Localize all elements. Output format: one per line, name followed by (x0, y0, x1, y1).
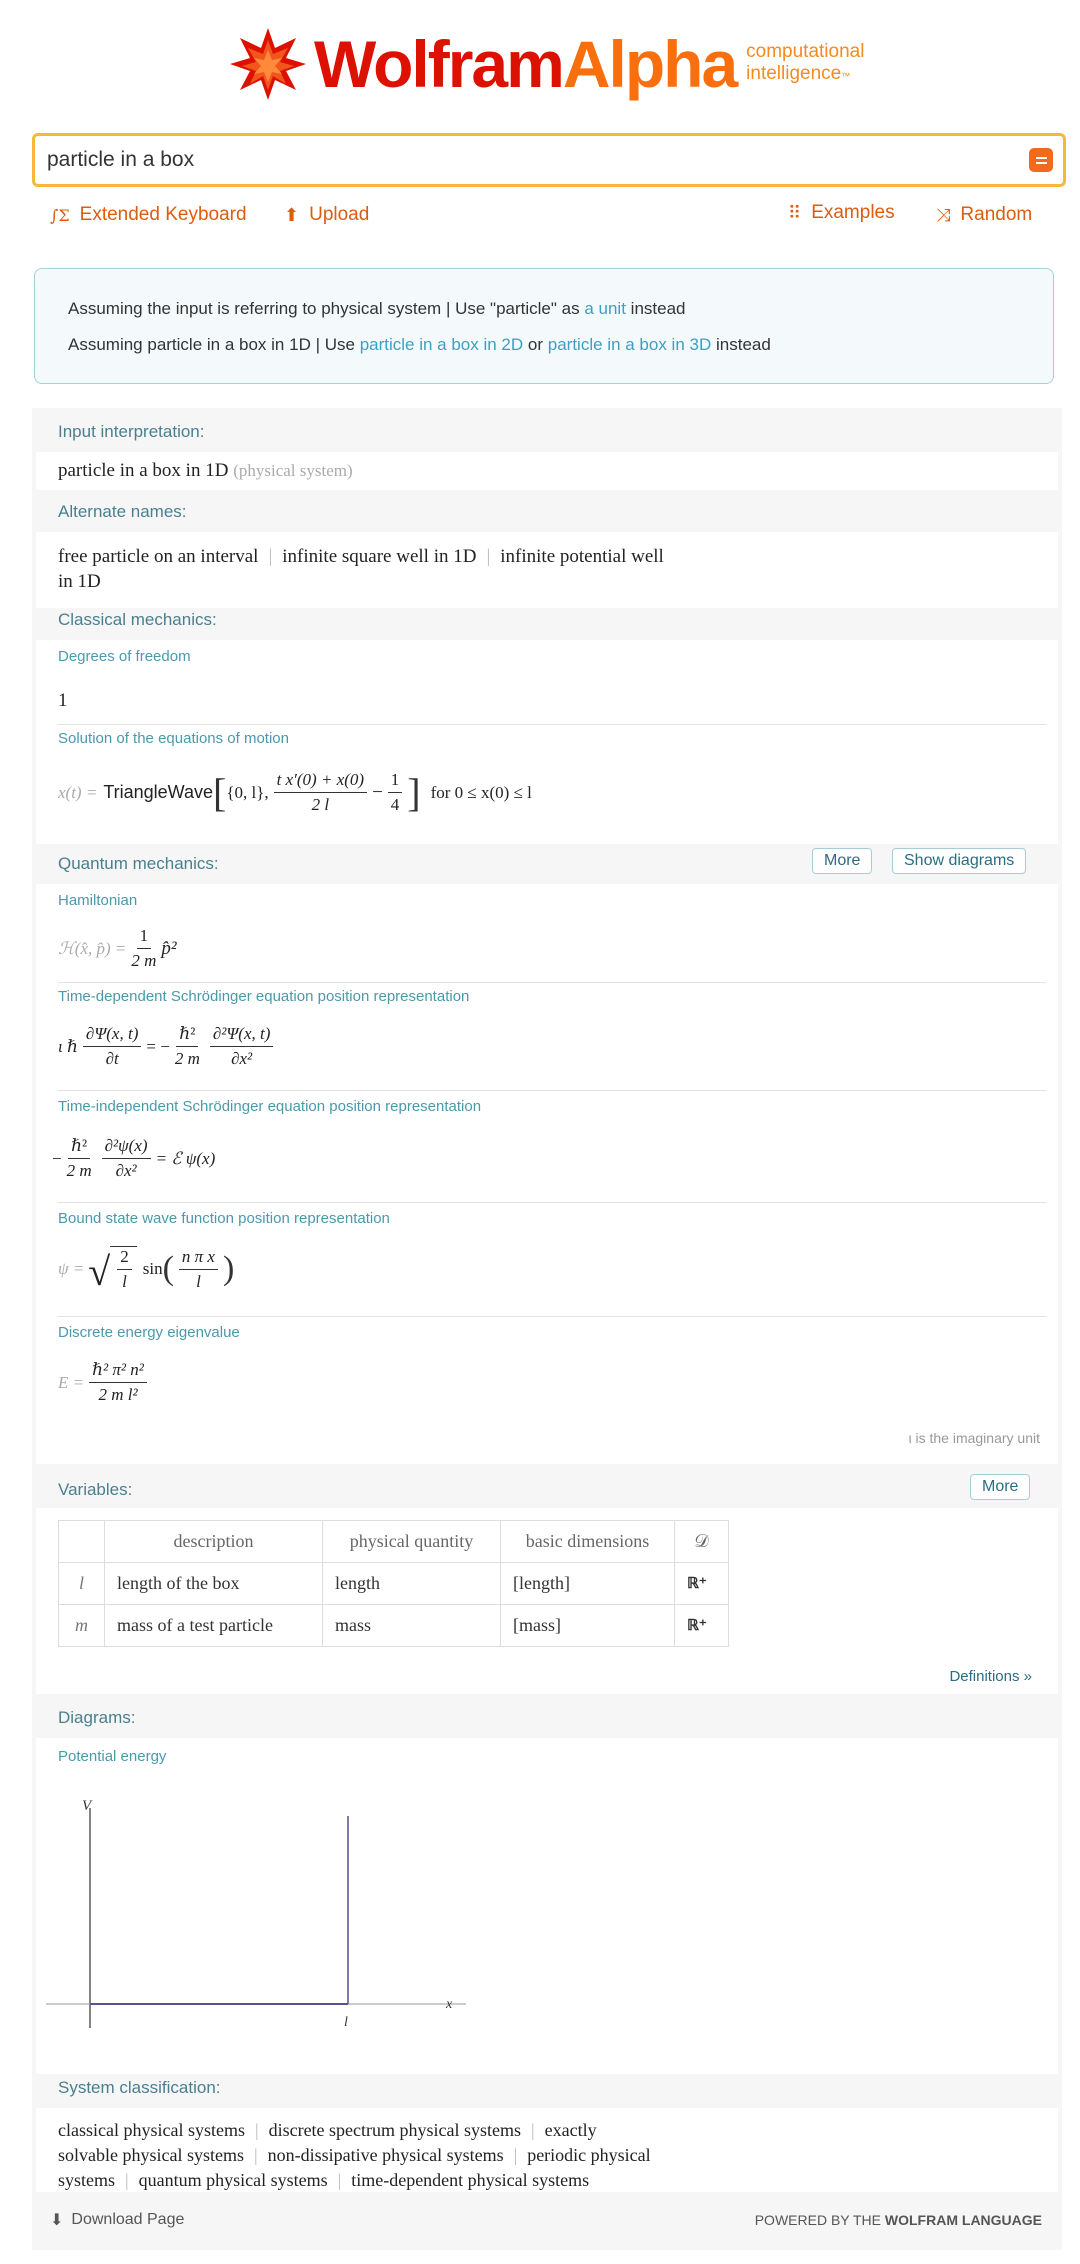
brand-tagline: computational intelligence™ (746, 41, 865, 84)
l-tick-label: l (344, 2015, 348, 2030)
wolfram-star-icon (228, 24, 308, 104)
variables-more-button[interactable]: More (970, 1474, 1030, 1500)
classification-title: System classification: (58, 2078, 221, 2097)
hamiltonian-title: Hamiltonian (58, 892, 138, 909)
brand-name: WolframAlpha (314, 27, 737, 101)
degrees-of-freedom-title: Degrees of freedom (58, 648, 191, 665)
assumption-line-1: Assuming the input is referring to physical system | Use "particle" as a unit instead (68, 299, 686, 318)
classical-mechanics-title: Classical mechanics: (58, 610, 217, 629)
x-axis-label: x (446, 1997, 453, 2012)
grid-icon: ⠿ (788, 202, 802, 223)
hamiltonian-formula: ℋ(x̂, p̂) = $\frac{1}{2 m}$ p̂² (58, 926, 177, 970)
table-cell: mass of a test particle (105, 1605, 323, 1647)
table-cell: length (323, 1563, 501, 1605)
search-submit-button[interactable] (1029, 148, 1053, 172)
examples-button[interactable]: ⠿ Examples (788, 202, 895, 223)
download-icon: ⬇ (50, 2212, 64, 2229)
input-interpretation-pod (36, 452, 1058, 490)
wave-function-title: Bound state wave function position representation (58, 1210, 390, 1227)
wolfram-alpha-logo[interactable] (228, 24, 864, 104)
divider (58, 1090, 1046, 1091)
quantum-mechanics-title: Quantum mechanics: (58, 854, 219, 873)
variables-pod (36, 1508, 1058, 1694)
quantum-mechanics-pod (36, 884, 1058, 1464)
degrees-of-freedom-value: 1 (58, 690, 68, 711)
alternate-names-title: Alternate names: (58, 502, 187, 521)
upload-icon: ⬆ (284, 204, 300, 225)
wave-function-formula: ψ = √ $\frac{2}{l}$ sin ( $\frac{\text{n π x}}{l}$ ) (58, 1246, 235, 1294)
table-row (59, 1605, 729, 1647)
energy-eigenvalue-formula: E = $\frac{\text{ℏ² π² n²}}{\text{2 m l²}}$ (58, 1360, 152, 1405)
input-interpretation-title: Input interpretation: (58, 422, 205, 441)
solution-formula: x(t) = TriangleWave [ {0, l}, $\frac{\text{t x′(0) + x(0)}}{2 l}$ − $\frac{1}{4}$ ] for 0 ≤ x(0) ≤ l (58, 769, 532, 815)
divider (58, 1316, 1046, 1317)
tise-title: Time-independent Schrödinger equation position representation (58, 1098, 482, 1115)
quantum-more-button[interactable]: More (812, 848, 872, 874)
tdse-formula: ι ℏ $\frac{\partial\Psi(x, t)}{\partial t}$ = − $\frac{\text{ℏ²}}{2 m}$ $\frac{\text{∂²Ψ(x, t)}}{\text{∂x²}}$ (58, 1024, 278, 1069)
table-cell: length of the box (105, 1563, 323, 1605)
table-row (59, 1563, 729, 1605)
classification-list: classical physical systems | discrete spectrum physical systems | exactly solvable physical systems | non-dissipative physical systems | periodic physical systems | quantum physical systems | time-dependent physical systems (58, 2120, 651, 2190)
diagrams-pod (36, 1738, 1058, 2074)
header-cell (59, 1521, 105, 1563)
header-cell: physical quantity (323, 1521, 501, 1563)
box-2d-link[interactable]: particle in a box in 2D (359, 335, 524, 354)
imaginary-unit-footnote: ι is the imaginary unit (908, 1430, 1040, 1446)
classification-pod (36, 2108, 1058, 2192)
potential-energy-title: Potential energy (58, 1748, 167, 1765)
shuffle-icon: ⤨ (936, 204, 951, 225)
divider (58, 982, 1046, 983)
upload-button[interactable]: ⬆ Upload (284, 204, 370, 225)
table-cell: l (59, 1563, 105, 1605)
header-cell: 𝒟 (675, 1521, 729, 1563)
alternate-names-pod (36, 532, 1058, 608)
search-box (32, 133, 1066, 187)
alternate-names-list: free particle on an interval | infinite square well in 1D | infinite potential well in 1D (58, 546, 664, 592)
extended-keyboard-button[interactable]: ∫Σ Extended Keyboard (50, 204, 247, 225)
table-cell: m (59, 1605, 105, 1647)
table-cell: ℝ⁺ (675, 1563, 729, 1605)
classical-mechanics-pod (36, 640, 1058, 844)
table-cell: ℝ⁺ (675, 1605, 729, 1647)
input-interpretation-value: particle in a box in 1D (physical system) (58, 460, 353, 481)
tise-formula: − $\frac{\text{ℏ²}}{2 m}$ $\frac{\text{∂²ψ(x)}}{\text{∂x²}}$ = ℰ ψ(x) (52, 1136, 216, 1180)
divider (58, 724, 1046, 725)
energy-eigenvalue-title: Discrete energy eigenvalue (58, 1324, 240, 1341)
results-card (32, 408, 1062, 2250)
assumptions-box (34, 268, 1054, 384)
table-cell: [length] (501, 1563, 675, 1605)
definitions-link[interactable]: Definitions » (949, 1668, 1032, 1685)
result-footer (36, 2194, 1058, 2250)
potential-energy-plot (46, 1778, 486, 2058)
variables-title: Variables: (58, 1480, 133, 1499)
table-cell: [mass] (501, 1605, 675, 1647)
header-cell: description (105, 1521, 323, 1563)
keyboard-icon: ∫Σ (50, 205, 70, 225)
diagrams-title: Diagrams: (58, 1708, 136, 1727)
header-cell: basic dimensions (501, 1521, 675, 1563)
table-cell: mass (323, 1605, 501, 1647)
table-header-row (59, 1521, 729, 1563)
y-axis-label: V (82, 1798, 92, 1814)
random-button[interactable]: ⤨ Random (936, 204, 1033, 225)
use-as-unit-link[interactable]: a unit (584, 299, 626, 318)
download-page-button[interactable]: ⬇ Download Page (50, 2211, 185, 2229)
solution-title: Solution of the equations of motion (58, 730, 289, 747)
tdse-title: Time-dependent Schrödinger equation position representation (58, 988, 470, 1005)
assumption-line-2: Assuming particle in a box in 1D | Use particle in a box in 2D or particle in a box in 3D instead (68, 335, 771, 354)
box-3d-link[interactable]: particle in a box in 3D (547, 335, 712, 354)
divider (58, 1202, 1046, 1203)
variables-table (58, 1520, 729, 1647)
search-input[interactable] (47, 144, 1007, 176)
show-diagrams-button[interactable]: Show diagrams (892, 848, 1026, 874)
powered-by[interactable]: POWERED BY THE WOLFRAM LANGUAGE (754, 2212, 1042, 2228)
